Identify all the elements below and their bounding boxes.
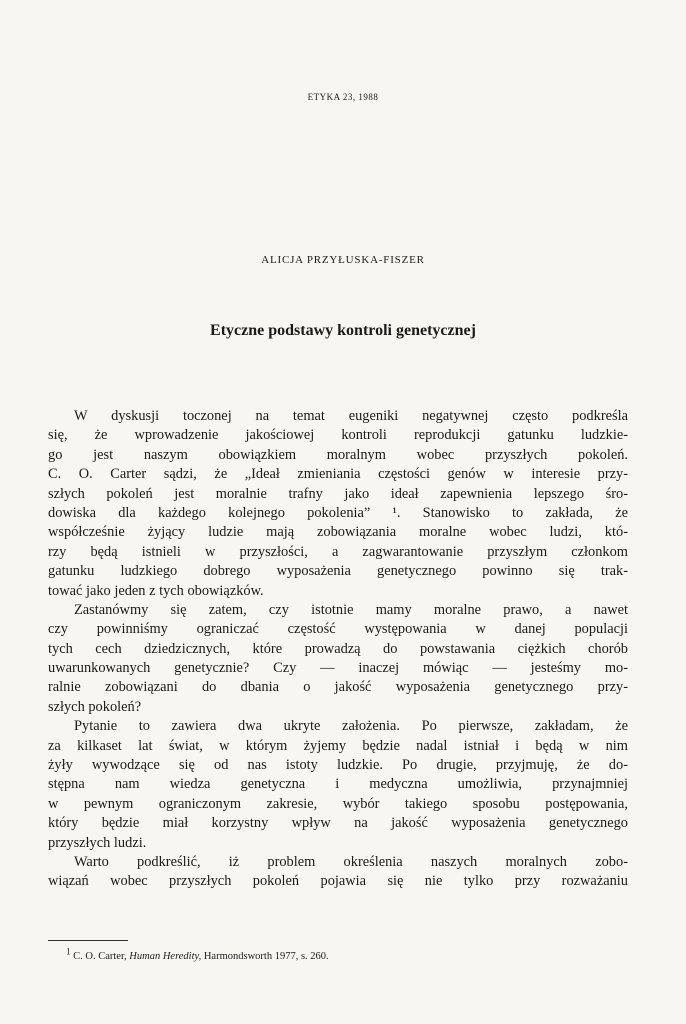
footnote-marker: 1 <box>66 946 71 957</box>
text-line: przyszłych ludzi. <box>48 834 147 851</box>
text-line: Zastanówmy się zatem, czy istotnie mamy moralne prawo, a nawet <box>74 601 628 618</box>
text-line: ralnie zobowiązani do dbania o jakość wyposażenia genetycznego przy- <box>48 679 628 696</box>
text-line: który będzie miał korzystny wpływ na jakość wyposażenia genetycznego <box>48 815 628 832</box>
text-line: czy powinniśmy ograniczać częstość występowania w danej populacji <box>48 621 628 638</box>
text-line: wiązań wobec przyszłych pokoleń pojawia się nie tylko przy rozważaniu <box>48 873 628 890</box>
footnote-author: C. O. Carter, <box>73 951 127 962</box>
footnote-work: Human Heredity, <box>129 951 202 962</box>
text-line: Pytanie to zawiera dwa ukryte założenia. Po pierwsze, zakładam, że <box>74 718 628 735</box>
text-line: szłych pokoleń jest moralnie trafny jako ideał zapewnienia lepszego śro- <box>48 485 628 502</box>
footnote-details: Harmondsworth 1977, s. 260. <box>203 951 329 962</box>
text-line: dowiska dla każdego kolejnego pokolenia” ¹. Stanowisko to zakłada, że <box>48 504 628 521</box>
paragraph <box>48 407 628 601</box>
text-line: za kilkaset lat świat, w którym żyjemy będzie nadal istniał i będą w nim <box>48 737 628 754</box>
text-line: W dyskusji toczonej na temat eugeniki negatywnej często podkreśla <box>74 408 628 424</box>
text-line: tować jako jeden z tych obowiązków. <box>48 582 264 599</box>
text-line: w pewnym ograniczonym zakresie, wybór takiego sposobu postępowania, <box>48 795 628 812</box>
text-line: się, że wprowadzenie jakościowej kontroli reprodukcji gatunku ludzkie- <box>48 427 628 444</box>
text-line: tych cech dziedzicznych, które prowadzą do powstawania ciężkich chorób <box>48 640 628 657</box>
text-line: rzy będą istnieli w przyszłości, a zagwarantowanie przyszłym członkom <box>48 543 628 560</box>
text-line: go jest naszym obowiązkiem moralnym wobec przyszłych pokoleń. <box>48 446 628 463</box>
text-line: Warto podkreślić, iż problem określenia naszych moralnych zobo- <box>74 853 628 870</box>
article-body <box>48 407 628 892</box>
text-line: uwarunkowanych genetycznie? Czy — inaczej mówiąc — jesteśmy mo- <box>48 660 628 677</box>
article-title: Etyczne podstawy kontroli genetycznej <box>210 322 476 339</box>
text-line: C. O. Carter sądzi, że „Ideał zmieniania częstości genów w interesie przy- <box>48 466 628 483</box>
text-line: współcześnie żyjący ludzie mają zobowiązania moralne wobec ludzi, któ- <box>48 524 628 541</box>
text-line: gatunku ludzkiego dobrego wyposażenia genetycznego powinno się trak- <box>48 563 628 580</box>
footnote-divider <box>48 940 128 941</box>
running-head: ETYKA 23, 1988 <box>307 92 379 102</box>
text-line: żyły wywodzące się od nas istoty ludzkie. Po drugie, przyjmuję, że do- <box>48 757 628 774</box>
footnote <box>66 946 329 962</box>
text-line: szłych pokoleń? <box>48 698 142 715</box>
paragraph <box>48 601 628 717</box>
author-name: ALICJA PRZYŁUSKA-FISZER <box>261 254 425 266</box>
paragraph <box>48 717 628 853</box>
text-line: stępna nam wiedza genetyczna i medyczna umożliwia, przynajmniej <box>48 776 628 793</box>
paragraph <box>48 853 628 892</box>
